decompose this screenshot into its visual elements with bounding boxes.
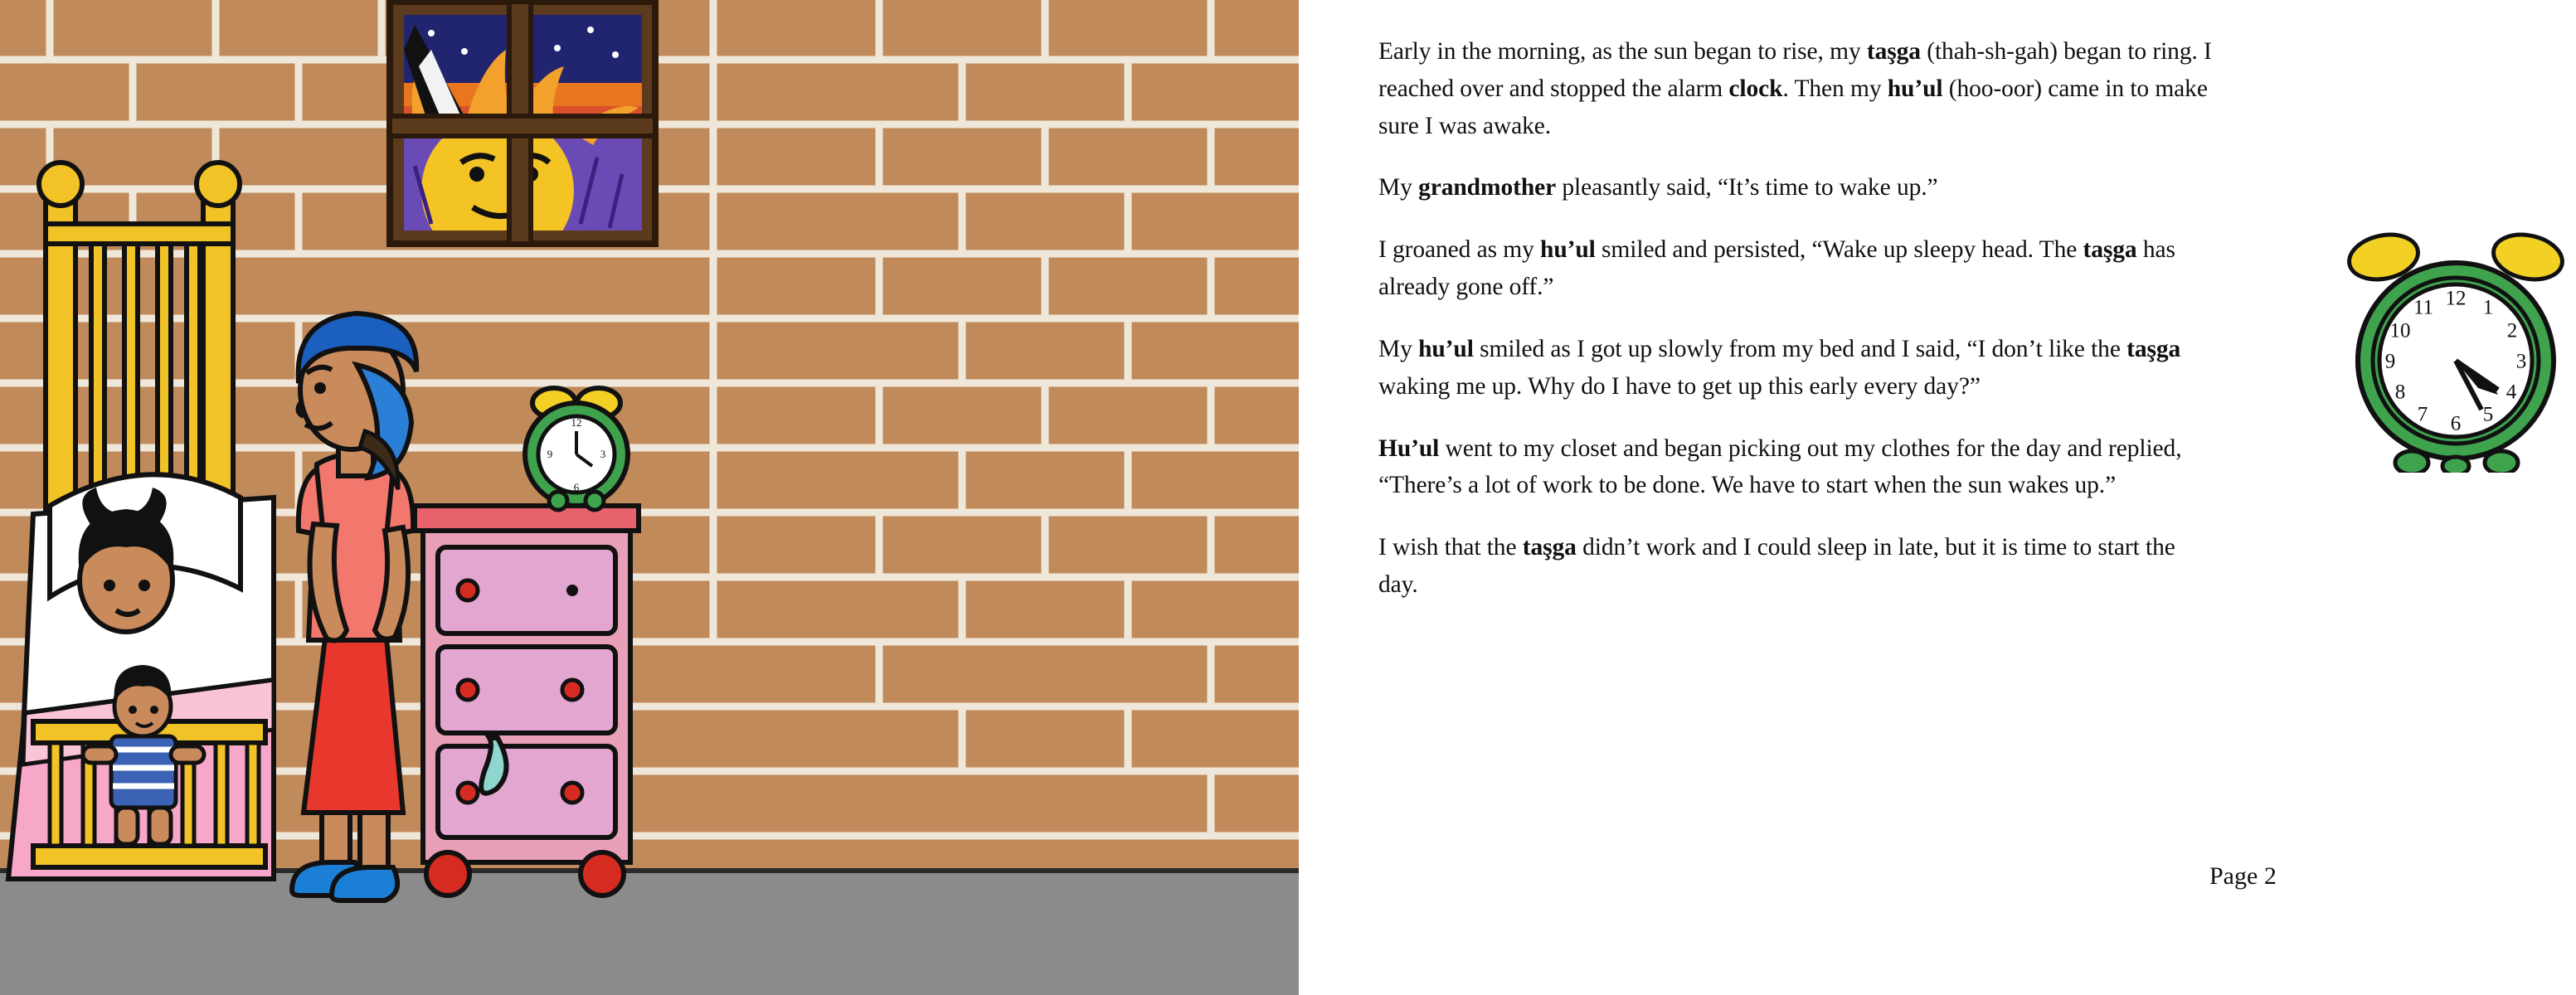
emphasized-term: taşga [2126, 335, 2181, 362]
text-run: didn’t work and I could sleep in late, but it is time to start the day. [1378, 534, 2175, 599]
svg-text:5: 5 [2482, 403, 2494, 426]
story-paragraph [1378, 529, 2216, 604]
svg-text:2: 2 [2506, 319, 2518, 342]
svg-text:7: 7 [2417, 403, 2428, 426]
svg-text:11: 11 [2413, 296, 2434, 319]
text-run: smiled as I got up slowly from my bed and I said, “I don’t like the [1473, 335, 2127, 362]
grandmother-figure [292, 313, 416, 900]
emphasized-term: taşga [1522, 534, 1577, 561]
story-paragraph [1378, 33, 2216, 144]
svg-text:4: 4 [2506, 381, 2517, 404]
svg-text:9: 9 [547, 448, 553, 460]
svg-text:3: 3 [2515, 350, 2527, 373]
emphasized-term: hu’ul [1418, 335, 1474, 362]
svg-text:9: 9 [2384, 350, 2396, 373]
svg-text:6: 6 [573, 481, 580, 493]
story-paragraph [1378, 430, 2216, 505]
child-in-bed [79, 488, 174, 632]
emphasized-term: taşga [1866, 38, 1921, 65]
text-run: I groaned as my [1378, 236, 1541, 264]
text-run: I wish that the [1378, 534, 1523, 561]
emphasized-term: clock [1728, 75, 1783, 102]
svg-text:12: 12 [2445, 287, 2467, 310]
emphasized-term: hu’ul [1887, 75, 1943, 102]
text-panel [1299, 0, 2576, 995]
dresser [415, 506, 639, 896]
page-number: Page 2 [2209, 862, 2277, 890]
text-run: smiled and persisted, “Wake up sleepy head. The [1595, 236, 2083, 264]
alarm-clock-on-dresser [525, 388, 628, 510]
emphasized-term: Hu’ul [1378, 434, 1440, 462]
emphasized-term: taşga [2083, 236, 2137, 264]
window [390, 2, 655, 267]
story-paragraph [1378, 231, 2216, 306]
text-run: . Then my [1782, 75, 1888, 102]
text-run: pleasantly said, “It’s time to wake up.” [1556, 174, 1938, 201]
text-run: (hoo-oor) came in to make sure I was awake. [1378, 75, 2208, 139]
story-paragraph [1378, 331, 2216, 405]
svg-text:6: 6 [2450, 412, 2462, 435]
text-run: has already gone off.” [1378, 236, 2175, 301]
text-run: My [1378, 174, 1419, 201]
story-paragraph [1378, 169, 2216, 206]
svg-text:12: 12 [571, 416, 582, 429]
text-run: My [1378, 335, 1419, 362]
emphasized-term: hu’ul [1540, 236, 1596, 264]
svg-text:1: 1 [2482, 296, 2494, 319]
svg-text:8: 8 [2394, 381, 2406, 404]
text-run: went to my closet and began picking out my clothes for the day and replied, “There’s a lot of work to be done. We have to start when the sun wakes up.” [1378, 434, 2182, 499]
text-run: waking me up. Why do I have to get up this early every day?” [1378, 372, 1981, 400]
svg-text:10: 10 [2389, 319, 2411, 342]
svg-text:3: 3 [600, 448, 606, 460]
emphasized-term: grandmother [1418, 174, 1557, 201]
story-text [1378, 33, 2216, 629]
text-run: Early in the morning, as the sun began to rise, my [1378, 38, 1867, 65]
large-alarm-clock-illustration [2335, 224, 2576, 473]
text-run: (thah-sh-gah) began to ring. I reached over and stopped the alarm [1378, 38, 2212, 102]
